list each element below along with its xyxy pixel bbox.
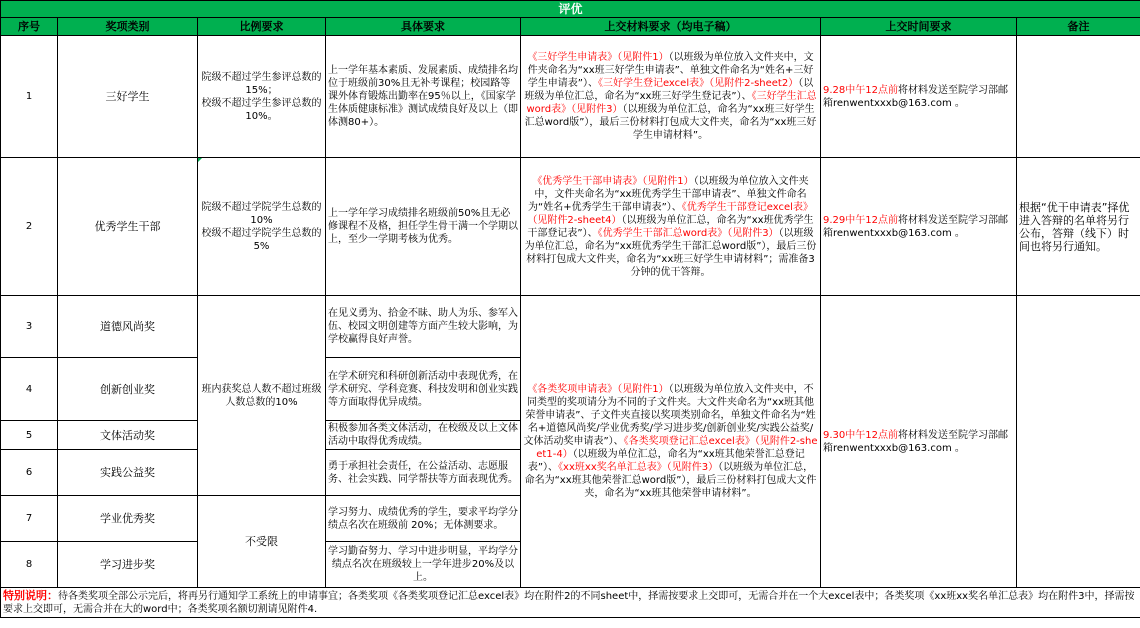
row-category[interactable]: 优秀学生干部 (58, 158, 198, 296)
material-link: 《三好学生汇总word表》（见附件3） (526, 91, 817, 115)
note-text: 待各类奖项全部公示完后，将再另行通知学工系统上的申请事宜；各类奖项《各类奖项登记汇总excel表》均在附件2的不同sheet中，择需按要求上交即可，无需合并在一个大excel表中；各类奖项《xx班xx奖名单汇总表》均在附件3中，择需按要求上交即可，无需合并在大的word中；各类奖项名额切割请见附件4. (3, 591, 1135, 615)
material-text: （以班级为单位汇总，命名为“xx班三好学生登记表”）、 (524, 78, 814, 102)
row-no[interactable]: 8 (1, 542, 58, 588)
row-deadline[interactable] (821, 296, 1017, 588)
row-requirement[interactable]: 在学术研究和科研创新活动中表现优秀，在学术研究、学科竞赛、科技发明和创业实践等方面取得优异成绩。 (326, 358, 521, 421)
row-ratio[interactable]: 院级不超过学院学生总数的10% 校级不超过学院学生总数的5% (198, 158, 326, 296)
row-no[interactable]: 2 (1, 158, 58, 296)
material-link: 《各类奖项登记汇总excel表》（见附件2-sheet1-4） (536, 436, 818, 460)
material-link: 《优秀学生干部登记excel表》（见附件2-sheet4） (527, 201, 813, 226)
note-label: 特别说明： (3, 589, 58, 602)
row-ratio[interactable]: 院级不超过学生参评总数的15%； 校级不超过学生参评总数的10%。 (198, 36, 326, 158)
row-no[interactable]: 1 (1, 36, 58, 158)
row-no[interactable]: 3 (1, 296, 58, 358)
row-category[interactable]: 创新创业奖 (58, 358, 198, 421)
row-no[interactable]: 6 (1, 450, 58, 496)
material-link: 《各类奖项申请表》（见附件1） (527, 384, 669, 395)
row-category[interactable]: 文体活动奖 (58, 421, 198, 450)
row-category[interactable]: 道德风尚奖 (58, 296, 198, 358)
row-no[interactable]: 4 (1, 358, 58, 421)
row-materials[interactable] (521, 36, 821, 158)
deadline-text: 将材料发送至院学习部邮箱renwentxxxb@163.com 。 (823, 429, 1008, 454)
row-requirement[interactable]: 学习勤奋努力、学习中进步明显，平均学分绩点名次在班级较上一学年进步20%及以上。 (326, 542, 521, 588)
row-requirement[interactable]: 上一学年学习成绩排名班级前50%且无必修课程不及格，担任学生骨干满一个学期以上，至少一学期考核为优秀。 (326, 158, 521, 296)
row-materials[interactable] (521, 158, 821, 296)
row-requirement[interactable]: 积极参加各类文体活动，在校级及以上文体活动中取得优秀成绩。 (326, 421, 521, 450)
table-row (1, 36, 1140, 158)
row-category[interactable]: 学业优秀奖 (58, 496, 198, 542)
row-ratio[interactable]: 班内获奖总人数不超过班级人数总数的10% (198, 296, 326, 496)
row-requirement[interactable]: 勇于承担社会责任，在公益活动、志愿服务、社会实践、同学帮扶等方面表现优秀。 (326, 450, 521, 496)
material-text: （以班级为单位放入文件夹中，文件夹命名为“xx班优秀学生干部申请表”、单独文件命名为“姓名+优秀学生干部申请表”）、 (528, 175, 809, 213)
row-category[interactable]: 实践公益奖 (58, 450, 198, 496)
material-text: （以班级为单位放入文件夹中，不同类型的奖项请分为不同的子文件夹。大文件夹命名为“xx班其他荣誉申请表”、子文件夹直接以奖项类别命名，单独文件命名为“姓名+道德风尚奖/学业优秀奖/学习进步奖/创新创业奖/实践公益奖/文体活动奖申请表”）、 (523, 384, 816, 447)
row-requirement[interactable]: 上一学年基本素质、发展素质、成绩排名均位于班级前30%且无补考课程；校园路等课外体育锻炼出勤率在95％以上，《国家学生体质健康标准》测试成绩良好及以上（即体测80+）。 (326, 36, 521, 158)
special-note[interactable] (1, 588, 1140, 618)
material-link: 《优秀学生干部申请表》（见附件1） (532, 175, 694, 187)
deadline-time: 9.28中午12点前 (823, 84, 898, 96)
material-link: 《xx班xx奖名单汇总表》（见附件3） (558, 462, 719, 473)
row-category[interactable]: 三好学生 (58, 36, 198, 158)
header-category[interactable]: 奖项类别 (58, 18, 198, 36)
table-row (1, 296, 1140, 358)
row-requirement[interactable]: 在见义勇为、拾金不昧、助人为乐、参军入伍、校园文明创建等方面产生较大影响，为学校赢得良好声誉。 (326, 296, 521, 358)
row-no[interactable]: 7 (1, 496, 58, 542)
material-link: 《三好学生登记excel表》（见附件2-sheet2） (597, 78, 799, 89)
material-text: （以班级为单位汇总，命名为“xx班其他荣誉汇总登记表”）、 (527, 449, 805, 473)
deadline-text: 将材料发送至院学习部邮箱renwentxxxb@163.com 。 (823, 84, 1008, 109)
material-text: （以班级为单位汇总，命名为“xx班三好学生汇总word版”），最后三份材料打包成大文件夹，命名为“xx班三好学生申请材料”。 (524, 104, 817, 141)
deadline-text: 将材料发送至院学习部邮箱renwentxxxb@163.com 。 (823, 214, 1008, 239)
row-remark[interactable] (1017, 296, 1140, 588)
material-text: （以班级为单位汇总，命名为“xx班其他荣誉汇总word版”），最后三份材料打包成大文件夹，命名为“xx班其他荣誉申请材料”。 (524, 462, 817, 499)
sheet-title[interactable]: 评优 (1, 1, 1140, 18)
note-row (1, 588, 1140, 618)
header-ratio[interactable]: 比例要求 (198, 18, 326, 36)
header-remark[interactable]: 备注 (1017, 18, 1140, 36)
row-ratio[interactable]: 不受限 (198, 496, 326, 588)
row-requirement[interactable]: 学习努力、成绩优秀的学生，要求平均学分绩点名次在班级前 20%；无体测要求。 (326, 496, 521, 542)
row-deadline[interactable] (821, 36, 1017, 158)
header-requirement[interactable]: 具体要求 (326, 18, 521, 36)
row-category[interactable]: 学习进步奖 (58, 542, 198, 588)
title-row (1, 1, 1140, 18)
header-no[interactable]: 序号 (1, 18, 58, 36)
row-remark[interactable] (1017, 36, 1140, 158)
deadline-time: 9.29中午12点前 (823, 214, 898, 226)
header-materials[interactable]: 上交材料要求（均电子稿） (521, 18, 821, 36)
deadline-time: 9.30中午12点前 (823, 429, 898, 441)
row-deadline[interactable] (821, 158, 1017, 296)
row-no[interactable]: 5 (1, 421, 58, 450)
material-text: （以班级为单位汇总，命名为“xx班优秀学生干部汇总word版”），最后三份材料打包成大文件夹，命名为“xx班三好学生申请材料”；需准备3分钟的优干答辩。 (524, 227, 817, 278)
table-row (1, 158, 1140, 296)
row-remark[interactable]: 根据“优干申请表”择优进入答辩的名单将另行公布，答辩（线下）时间也将另行通知。 (1017, 158, 1140, 296)
row-materials[interactable] (521, 296, 821, 588)
material-link: 《三好学生申请表》（见附件1） (527, 52, 669, 63)
header-deadline[interactable]: 上交时间要求 (821, 18, 1017, 36)
material-text: （以班级为单位汇总，命名为“xx班优秀学生干部登记表”）、 (527, 214, 814, 239)
material-link: 《优秀学生干部汇总word表》（见附件3） (597, 227, 779, 239)
cell-comment-marker (198, 158, 202, 162)
material-text: （以班级为单位放入文件夹中，文件夹命名为“xx班三好学生申请表”、单独文件命名为“姓名+三好学生申请表”）、 (527, 52, 814, 89)
header-row (1, 18, 1140, 36)
